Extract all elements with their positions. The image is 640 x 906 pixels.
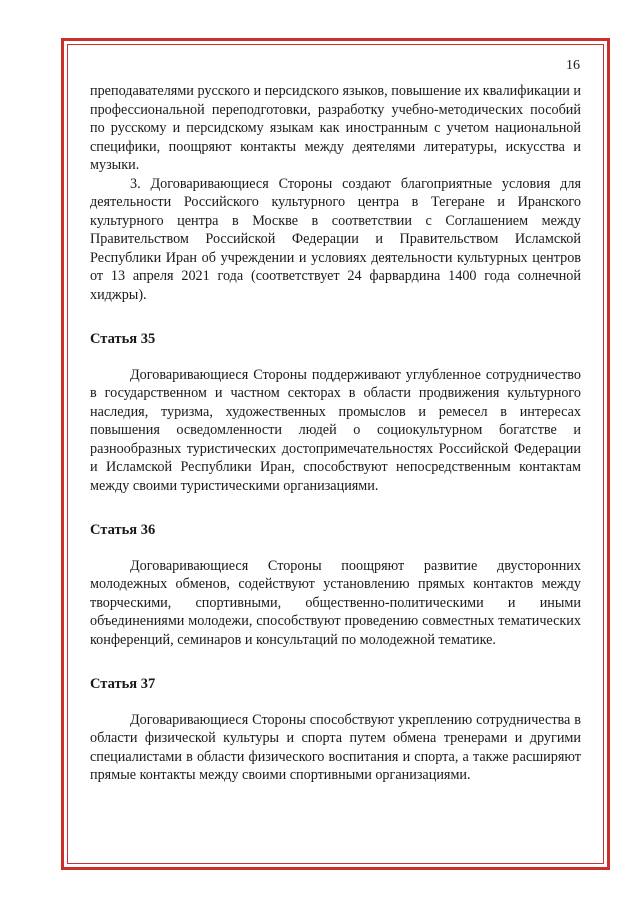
article-36-text: Договаривающиеся Стороны поощряют развитие двусторонних молодежных обменов, содействуют установлению прямых контактов между творческими, спортивными, общественно-политическими и иными объединениями молодежи, способствуют проведению совместных тематических конференций, семинаров и консультаций по молодежной тематике.	[90, 557, 581, 648]
page-number: 16	[566, 58, 580, 73]
document-body	[90, 82, 581, 785]
paragraph-continuation: преподавателями русского и персидского языков, повышение их квалификации и профессиональной переподготовки, разработку учебно-методических пособий по русскому и персидскому языкам как иностранным с учетом национальной специфики, поощряют контакты между деятелями литературы, искусства и музыки.	[90, 83, 581, 173]
article-37-heading: Статья 37	[90, 676, 156, 692]
article-35-heading: Статья 35	[90, 331, 156, 347]
paragraph-item-3: 3. Договаривающиеся Стороны создают благоприятные условия для деятельности Российского культурного центра в Тегеране и Иранского культурного центра в Москве в соответствии с Соглашением между Правительством Российской Федерации и Правительством Исламской Республики Иран об учреждении и условиях деятельности культурных центров от 13 апреля 2021 года (соответствует 24 фарвардина 1400 года солнечной хиджры).	[90, 175, 581, 303]
article-35-text: Договаривающиеся Стороны поддерживают углубленное сотрудничество в государственном и частном секторах в области продвижения культурного наследия, туризма, художественных промыслов и ремесел в интересах повышения осведомленности людей о социокультурном богатстве и разнообразных туристических достопримечательностях Российской Федерации и Исламской Республики Иран, способствуют непосредственным контактам между своими туристическими организациями.	[90, 366, 581, 494]
article-36-heading: Статья 36	[90, 522, 156, 538]
article-37-text: Договаривающиеся Стороны способствуют укреплению сотрудничества в области физической культуры и спорта путем обмена тренерами и другими специалистами в области физического воспитания и спорта, а также расширяют прямые контакты между своими спортивными организациями.	[90, 711, 581, 783]
